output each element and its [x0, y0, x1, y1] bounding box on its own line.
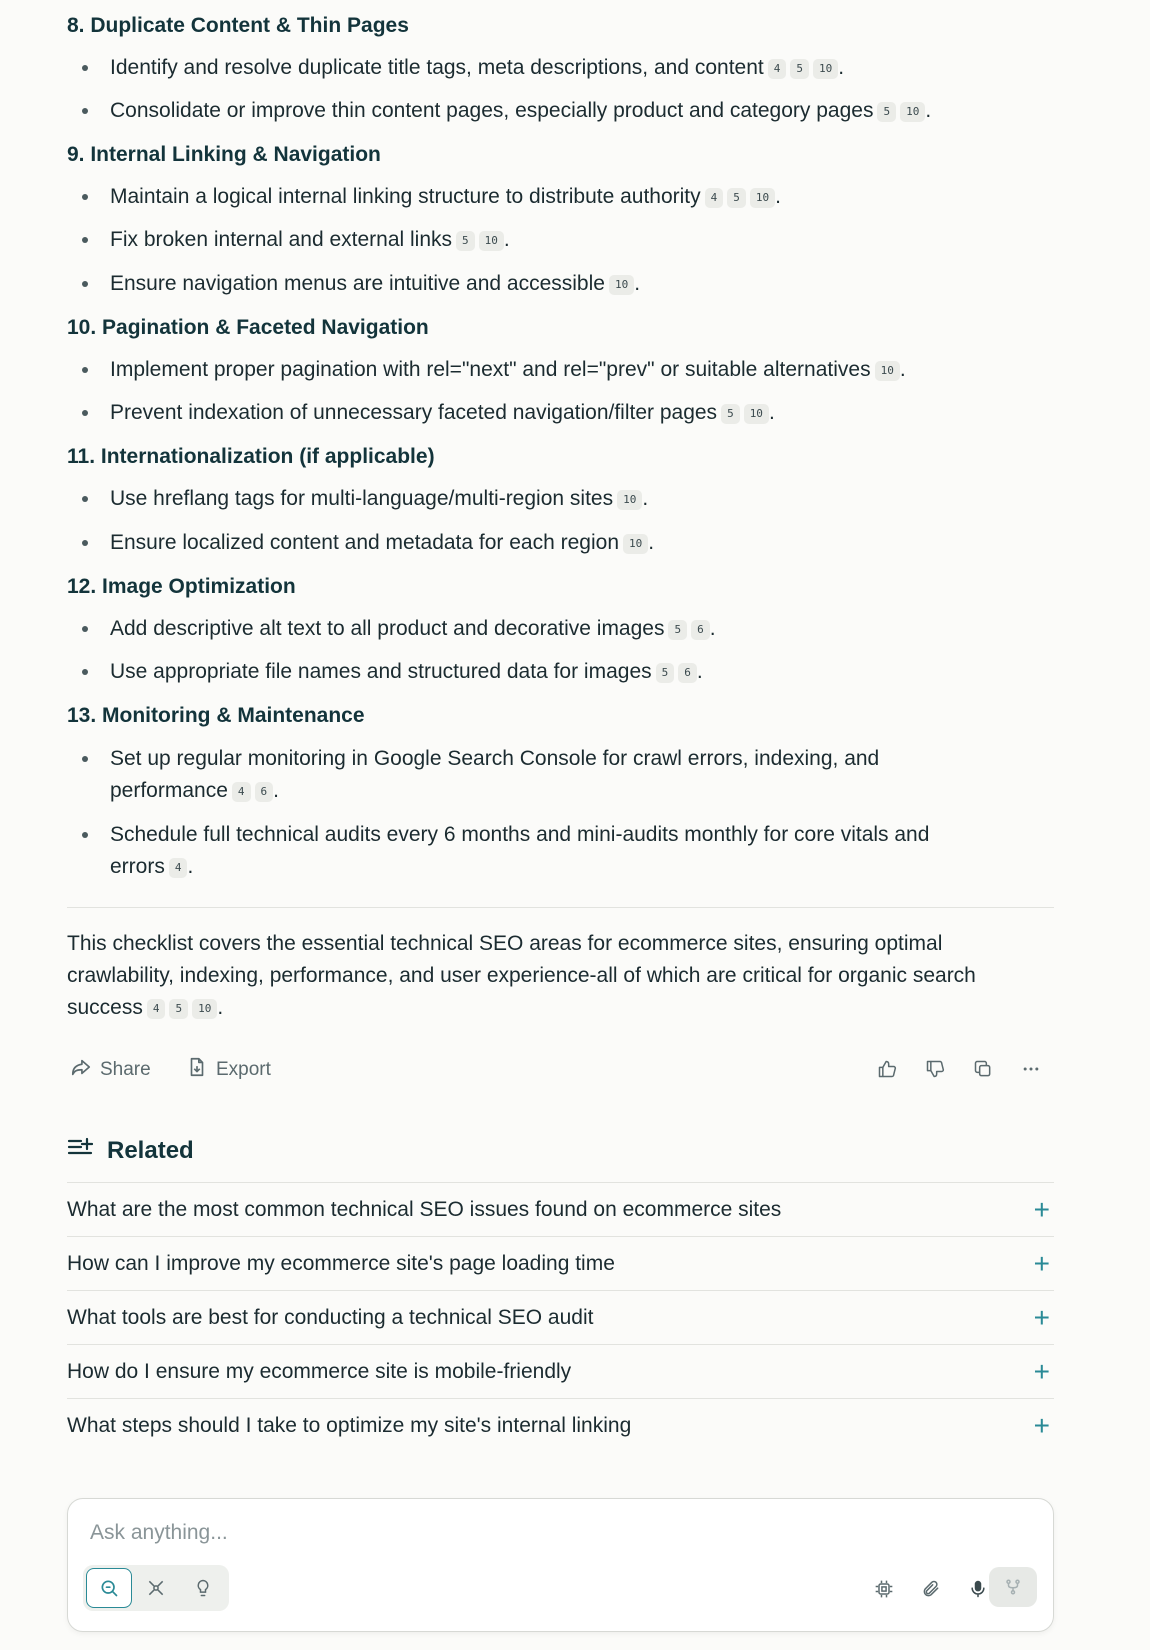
list-item: Prevent indexation of unnecessary faceted navigation/filter pages 5 10 . [110, 397, 970, 429]
section-title: 10. Pagination & Faceted Navigation [67, 316, 429, 339]
citation-badge[interactable]: 10 [813, 59, 838, 79]
list-item: Ensure localized content and metadata for each region 10 . [110, 527, 970, 559]
list-item: Ensure navigation menus are intuitive and accessible 10 . [110, 268, 970, 300]
related-question[interactable]: How do I ensure my ecommerce site is mobile-friendly + [67, 1344, 1054, 1399]
ask-input[interactable] [88, 1515, 992, 1551]
citation-badge[interactable]: 5 [169, 999, 188, 1019]
share-button[interactable]: Share [70, 1056, 151, 1084]
voice-mode-icon [1004, 1578, 1022, 1596]
section-title: 8. Duplicate Content & Thin Pages [67, 14, 409, 37]
lightbulb-icon [193, 1578, 213, 1598]
related-question[interactable]: What are the most common technical SEO issues found on ecommerce sites + [67, 1182, 1054, 1237]
thumbs-down-icon [925, 1059, 945, 1079]
chip-icon [874, 1579, 894, 1599]
share-icon [70, 1056, 92, 1084]
more-icon [1021, 1059, 1041, 1079]
submit-button[interactable] [989, 1567, 1037, 1607]
citation-badge[interactable]: 10 [900, 102, 925, 122]
list-item: Consolidate or improve thin content pages, especially product and category pages 5 10 . [110, 95, 970, 127]
citation-badge[interactable]: 10 [744, 404, 769, 424]
list-item: Identify and resolve duplicate title tags, meta descriptions, and content 4 5 10 . [110, 52, 970, 84]
list-item: Maintain a logical internal linking structure to distribute authority 4 5 10 . [110, 181, 970, 213]
citation-badge[interactable]: 10 [617, 490, 642, 510]
citation-badge[interactable]: 6 [255, 782, 274, 802]
plus-icon: + [1033, 1194, 1050, 1225]
related-question[interactable]: What tools are best for conducting a technical SEO audit + [67, 1290, 1054, 1345]
citation-badge[interactable]: 6 [678, 663, 697, 683]
research-mode-button[interactable] [133, 1568, 179, 1608]
export-icon [186, 1056, 208, 1084]
search-icon [99, 1578, 119, 1598]
thumbs-up-button[interactable] [873, 1055, 901, 1083]
labs-mode-button[interactable] [180, 1568, 226, 1608]
citation-badge[interactable]: 5 [668, 620, 687, 640]
related-header: Related [67, 1136, 194, 1165]
microphone-icon [968, 1579, 988, 1599]
list-item: Use hreflang tags for multi-language/multi-region sites 10 . [110, 483, 970, 515]
citation-badge[interactable]: 10 [609, 275, 634, 295]
citation-badge[interactable]: 10 [479, 231, 504, 251]
related-list-icon [67, 1136, 93, 1165]
list-item: Use appropriate file names and structured data for images 5 6 . [110, 656, 970, 688]
citation-badge[interactable]: 4 [768, 59, 787, 79]
model-select-button[interactable] [868, 1573, 900, 1605]
citation-badge[interactable]: 5 [456, 231, 475, 251]
list-item: Implement proper pagination with rel="next" and rel="prev" or suitable alternatives 10 . [110, 354, 970, 386]
citation-badge[interactable]: 10 [750, 188, 775, 208]
citation-badge[interactable]: 4 [169, 858, 188, 878]
export-button[interactable]: Export [186, 1056, 271, 1084]
citation-badge[interactable]: 5 [790, 59, 809, 79]
citation-badge[interactable]: 10 [192, 999, 217, 1019]
citation-badge[interactable]: 5 [721, 404, 740, 424]
plus-icon: + [1033, 1410, 1050, 1441]
list-item: Fix broken internal and external links 5 10 . [110, 224, 970, 256]
citation-badge[interactable]: 5 [877, 102, 896, 122]
section-title: 9. Internal Linking & Navigation [67, 143, 381, 166]
list-item: Schedule full technical audits every 6 months and mini-audits monthly for core vitals and errors 4 . [110, 819, 970, 883]
related-question[interactable]: What steps should I take to optimize my site's internal linking + [67, 1398, 1054, 1453]
divider [67, 907, 1054, 908]
plus-icon: + [1033, 1356, 1050, 1387]
section-title: 12. Image Optimization [67, 575, 296, 598]
ask-composer [67, 1498, 1054, 1632]
related-question[interactable]: How can I improve my ecommerce site's page loading time + [67, 1236, 1054, 1291]
copy-button[interactable] [969, 1055, 997, 1083]
list-item: Set up regular monitoring in Google Search Console for crawl errors, indexing, and performance 4 6 . [110, 743, 900, 807]
thumbs-down-button[interactable] [921, 1055, 949, 1083]
plus-icon: + [1033, 1302, 1050, 1333]
thumbs-up-icon [877, 1059, 897, 1079]
search-mode-button[interactable] [86, 1568, 132, 1608]
more-options-button[interactable] [1017, 1055, 1045, 1083]
copy-icon [973, 1059, 993, 1079]
list-item: Add descriptive alt text to all product and decorative images 5 6 . [110, 613, 970, 645]
citation-badge[interactable]: 10 [623, 534, 648, 554]
search-mode-toggle [83, 1565, 229, 1611]
answer-summary: This checklist covers the essential technical SEO areas for ecommerce sites, ensuring optimal crawlability, indexing, performance, and user experience-all of which are critical for organic search success 4 5 10 . [67, 932, 976, 1019]
paperclip-icon [921, 1579, 941, 1599]
citation-badge[interactable]: 10 [875, 361, 900, 381]
attach-button[interactable] [915, 1573, 947, 1605]
citation-badge[interactable]: 4 [705, 188, 724, 208]
citation-badge[interactable]: 5 [727, 188, 746, 208]
citation-badge[interactable]: 4 [232, 782, 251, 802]
section-title: 11. Internationalization (if applicable) [67, 445, 435, 468]
citation-badge[interactable]: 4 [147, 999, 166, 1019]
research-icon [146, 1578, 166, 1598]
citation-badge[interactable]: 6 [691, 620, 710, 640]
section-title: 13. Monitoring & Maintenance [67, 704, 365, 727]
citation-badge[interactable]: 5 [656, 663, 675, 683]
plus-icon: + [1033, 1248, 1050, 1279]
